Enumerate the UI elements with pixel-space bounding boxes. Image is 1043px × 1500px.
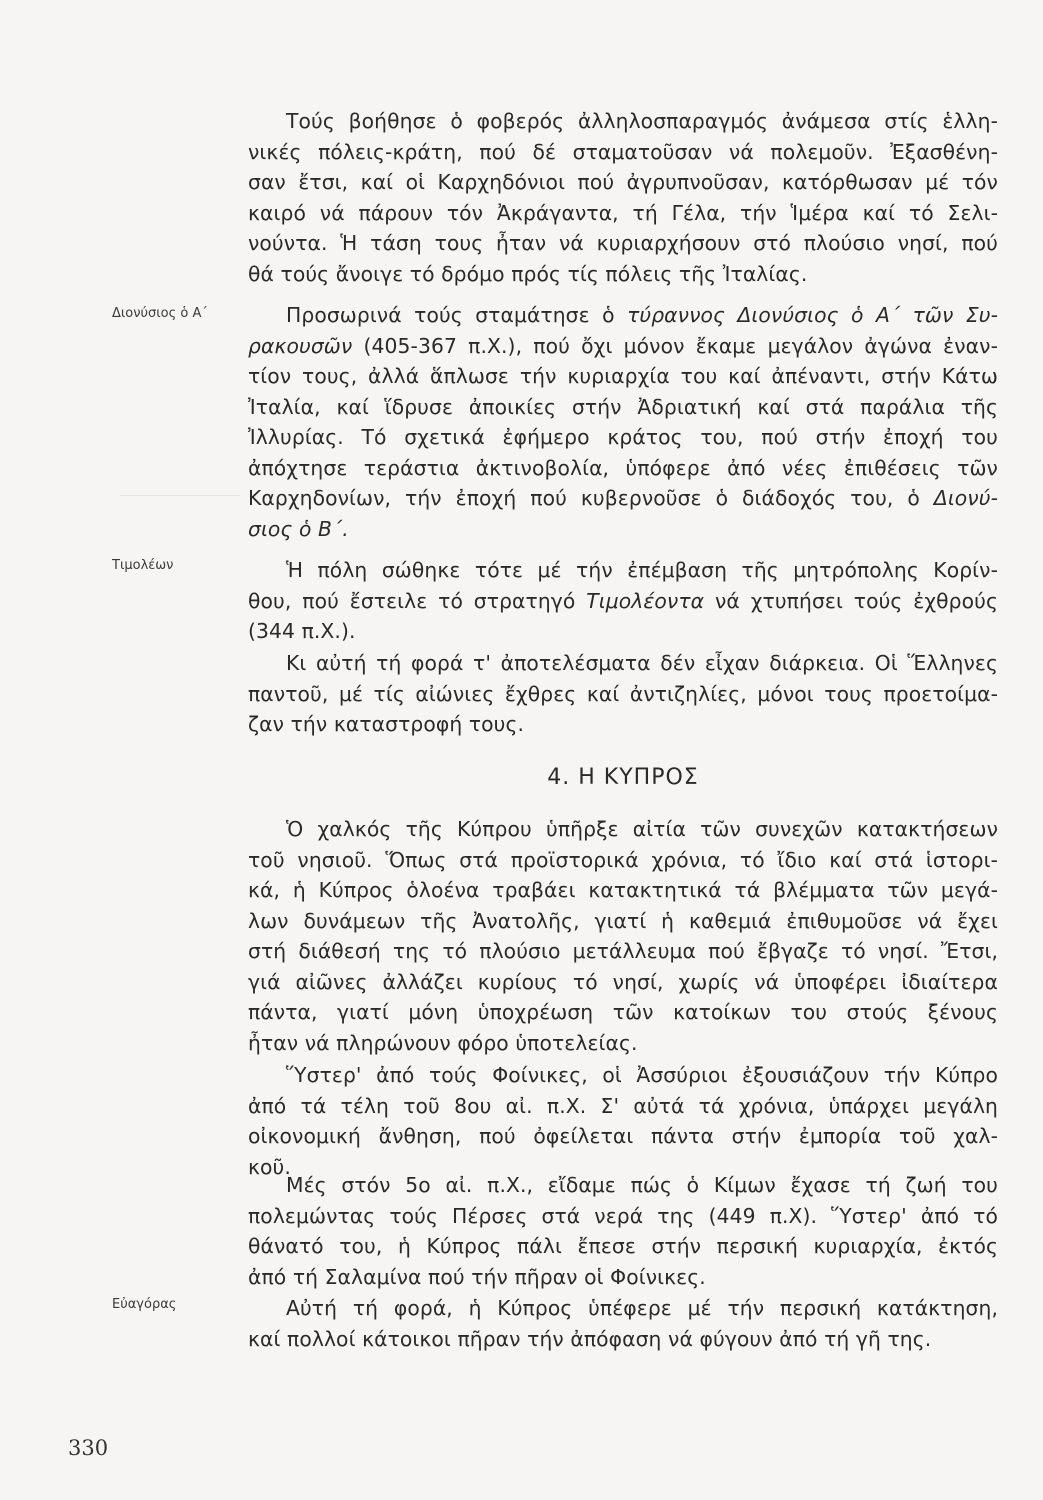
margin-note-dionysios: Διονύσιος ὁ Α΄	[112, 306, 208, 321]
section-heading: 4. Η ΚΥΠΡΟΣ	[547, 765, 699, 790]
margin-note-evagoras: Εὐαγόρας	[112, 1297, 177, 1312]
margin-note-timoleon: Τιμολέων	[112, 558, 174, 573]
paragraph-greek-rivalries: Κι αὐτή τή φορά τ' ἀποτελέσματα δέν εἶχαν διάρκεια. Οἱ Ἕλληνες παντοῦ, μέ τίς αἰώνιες ἔχθρες καί ἀντιζηλίες, μόνοι τους προετοίμα- ζαν τήν καταστροφή τους.	[248, 651, 998, 736]
paragraph-dionysios: Προσωρινά τούς σταμάτησε ὁ τύραννος Διονύσιος ὁ Α΄ τῶν Συ- ρακουσῶν (405-367 π.Χ.), πού ὄχι μόνον ἔκαμε μεγάλον ἀγώνα ἐναν- τίον τους, ἀλλά ἅπλωσε τήν κυριαρχία του καί ἀπέναντι, στήν Κάτω Ἰταλία, καί ἵδρυσε ἀποικίες στήν Ἀδριατική καί στά παράλια τῆς Ἰλλυρίας. Τό σχετικά ἐφήμερο κράτος του, πού στήν ἐποχή του ἀπόχτησε τεράστια ἀκτινοβολία, ὑπόφερε ἀπό νέες ἐπιθέσεις τῶν Καρχηδονίων, τήν ἐποχή πού κυβερνοῦσε ὁ διάδοχός του, ὁ Διονύ- σιος ὁ Β΄.	[248, 303, 998, 541]
paragraph-kimon: Μές στόν 5ο αἰ. π.Χ., εἴδαμε πώς ὁ Κίμων ἔχασε τή ζωή του πολεμώντας τούς Πέρσες στά νερά της (449 π.Χ). Ὕστερ' ἀπό τό θάνατό του, ἡ Κύπρος πάλι ἔπεσε στήν περσική κυριαρχία, ἐκτός ἀπό τή Σαλαμίνα πού τήν πῆραν οἱ Φοίνικες.	[248, 1173, 998, 1289]
paragraph-cyprus-copper: Ὁ χαλκός τῆς Κύπρου ὑπῆρξε αἰτία τῶν συνεχῶν κατακτήσεων τοῦ νησιοῦ. Ὅπως στά προϊστορικά χρόνια, τό ἴδιο καί στά ἱστορι- κά, ἡ Κύπρος ὁλοένα τραβάει κατακτητικά τά βλέμματα τῶν μεγά- λων δυνάμεων τῆς Ἀνατολῆς, γιατί ἡ καθεμιά ἐπιθυμοῦσε νά ἔχει στή διάθεσή της τό πλούσιο μετάλλευμα πού ἔβγαζε τό νησί. Ἔτσι, γιά αἰῶνες ἀλλάζει κυρίους τό νησί, χωρίς νά ὑποφέρει ἰδιαίτερα πάντα, γιατί μόνη ὑποχρέωση τῶν κατοίκων του στούς ξένους ἦταν νά πληρώνουν φόρο ὑποτελείας.	[248, 817, 998, 1055]
paragraph-timoleon: Ἡ πόλη σώθηκε τότε μέ τήν ἐπέμβαση τῆς μητρόπολης Κορίν- θου, πού ἔστειλε τό στρατηγό Τιμολέοντα νά χτυπήσει τούς ἐχθρούς (344 π.Χ.).	[248, 558, 998, 643]
paragraph-persian-conquest: Αὐτή τή φορά, ἡ Κύπρος ὑπέφερε μέ τήν περσική κατάκτηση, καί πολλοί κάτοικοι πῆραν τήν ἀπόφαση νά φύγουν ἀπό τή γῆ της.	[248, 1296, 998, 1351]
bleed-through-shadow	[120, 495, 240, 556]
paragraph-assyrians: Ὕστερ' ἀπό τούς Φοίνικες, οἱ Ἀσσύριοι ἐξουσιάζουν τήν Κύπρο ἀπό τά τέλη τοῦ 8ου αἰ. π.Χ. Σ' αὐτά τά χρόνια, ὑπάρχει μεγάλη οἰκονομική ἄνθηση, πού ὀφείλεται πάντα στήν ἐμπορία τοῦ χαλ- κοῦ.	[248, 1063, 998, 1179]
paragraph-carthaginians: Τούς βοήθησε ὁ φοβερός ἀλληλοσπαραγμός ἀνάμεσα στίς ἑλλη- νικές πόλεις-κράτη, πού δέ σταματοῦσαν νά πολεμοῦν. Ἐξασθένη- σαν ἔτσι, καί οἱ Καρχηδόνιοι πού ἀγρυπνοῦσαν, κατόρθωσαν μέ τόν καιρό νά πάρουν τόν Ἀκράγαντα, τή Γέλα, τήν Ἱμέρα καί τό Σελι- νούντα. Ἡ τάση τους ἦταν νά κυριαρχήσουν στό πλούσιο νησί, πού θά τούς ἄνοιγε τό δρόμο πρός τίς πόλεις τῆς Ἰταλίας.	[248, 109, 998, 286]
page-number: 330	[68, 1436, 109, 1460]
